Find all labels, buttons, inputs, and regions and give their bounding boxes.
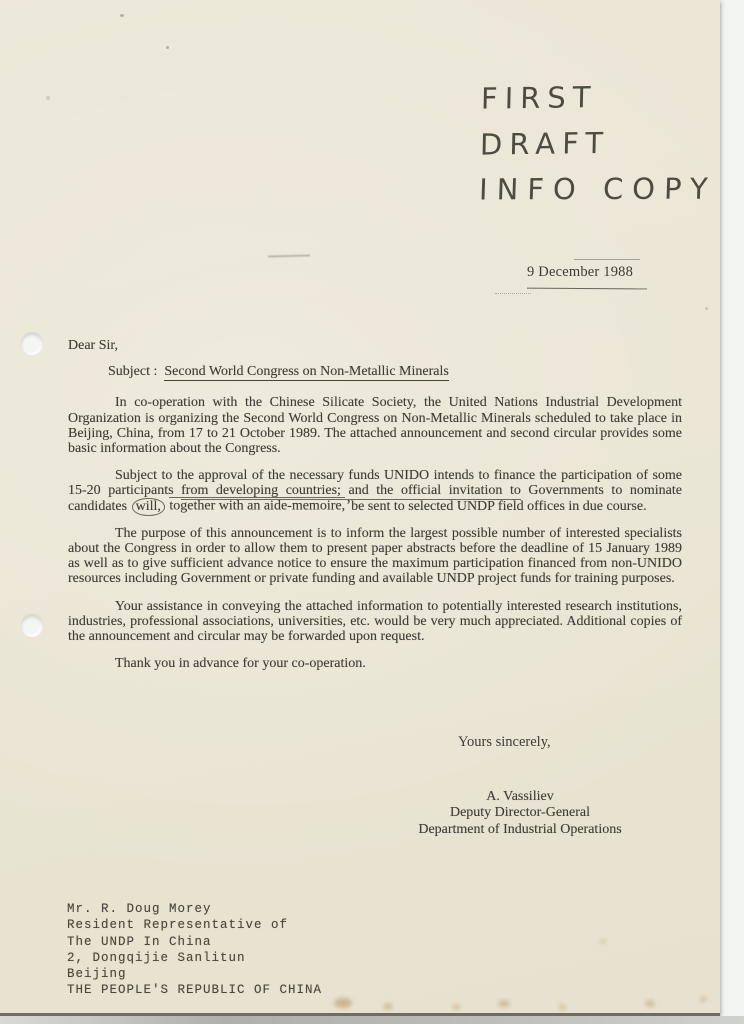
paragraph-2-text: Subject to the approval of the necessary funds UNIDO intends to finance the participation of some 15-20 participants [68, 468, 682, 499]
subject-title: Second World Congress on Non-Metallic Minerals [164, 364, 449, 380]
date-underline-mark [527, 288, 647, 290]
paragraph-3: The purpose of this announcement is to inform the largest possible number of interested specialists about the Congress in order to allow them to present paper abstracts before the deadline of 15 January 1989 as well as to give sufficient advance notice to ensure the maximum participation financed from non-UNIDO resources including Government or private funding and available UNDP project funds for training purposes. [68, 525, 682, 587]
punch-hole-bottom [21, 615, 43, 637]
letter-body [68, 338, 682, 671]
pencil-caret-mark: ʼ [346, 497, 352, 514]
subject-line [108, 364, 682, 379]
paragraph-4: Your assistance in conveying the attached information to potentially interested research institutions, industries, professional associations, universities, etc. would be very much appreciated. Additional copies of the announcement and circular may be forwarded upon request. [68, 598, 682, 645]
paper-stain [383, 1003, 393, 1010]
punch-hole-top [21, 333, 43, 355]
handwritten-note-line1: FIRST DRAFT [479, 80, 611, 162]
recipient-title: Resident Representative of [67, 918, 289, 933]
closing-phrase: Yours sincerely, [458, 734, 551, 750]
pencil-circled-word: will, [132, 498, 165, 516]
signature-block [350, 789, 690, 838]
recipient-address-block [67, 901, 322, 999]
recipient-org: The UNDP In China [67, 934, 212, 949]
paragraph-5: Thank you in advance for your co-operation. [115, 656, 366, 672]
date-dash-mark [495, 293, 531, 294]
paper-speck [166, 46, 169, 49]
paper-stain [645, 1000, 655, 1007]
paper-speck [120, 14, 124, 17]
handwritten-note [479, 72, 722, 213]
paper-stain [498, 1000, 510, 1007]
paragraph-2-text: be sent to selected UNDP field offices in due course. [351, 498, 647, 514]
paragraph-2-text: Governments to nominate candidates [68, 483, 682, 514]
paper-speck [705, 307, 708, 310]
pencil-overlined-phrase: together with an aide-memoire, [169, 498, 346, 514]
paper-stain [700, 996, 707, 1002]
faint-pencil-dash [268, 254, 310, 257]
recipient-street: 2, Dongqijie Sanlitun [67, 950, 246, 965]
letter-date: 9 December 1988 [527, 264, 634, 280]
paper-stain [600, 939, 606, 944]
recipient-country: THE PEOPLE'S REPUBLIC OF CHINA [67, 983, 323, 998]
pencil-underlined-phrase: from developing countries; and the official invitation to [181, 483, 521, 499]
salutation: Dear Sir, [68, 338, 118, 353]
subject-label: Subject : [108, 364, 158, 380]
signer-name: A. Vassiliev [486, 789, 554, 804]
paper-stain [558, 1004, 566, 1010]
recipient-name: Mr. R. Doug Morey [67, 902, 212, 916]
signer-title: Deputy Director-General [449, 805, 591, 821]
paper-speck [46, 96, 50, 100]
paragraph-1: In co-operation with the Chinese Silicate Society, the United Nations Industrial Development Organization is organizing the Second World Congress on Non-Metallic Minerals scheduled to take place in Beijing, China, from 17 to 21 October 1989. The attached announcement and second circular provides some basic information about the Congress. [68, 395, 682, 457]
recipient-city: Beijing [67, 967, 127, 982]
paper-stain [334, 998, 352, 1008]
scan-background-strip [0, 1016, 744, 1024]
paragraph-2 [68, 468, 682, 514]
paper-stain [452, 1004, 461, 1010]
date-overline-mark [574, 259, 640, 260]
signer-department: Department of Industrial Operations [418, 821, 622, 837]
handwritten-note-line2: INFO COPY [478, 171, 718, 207]
